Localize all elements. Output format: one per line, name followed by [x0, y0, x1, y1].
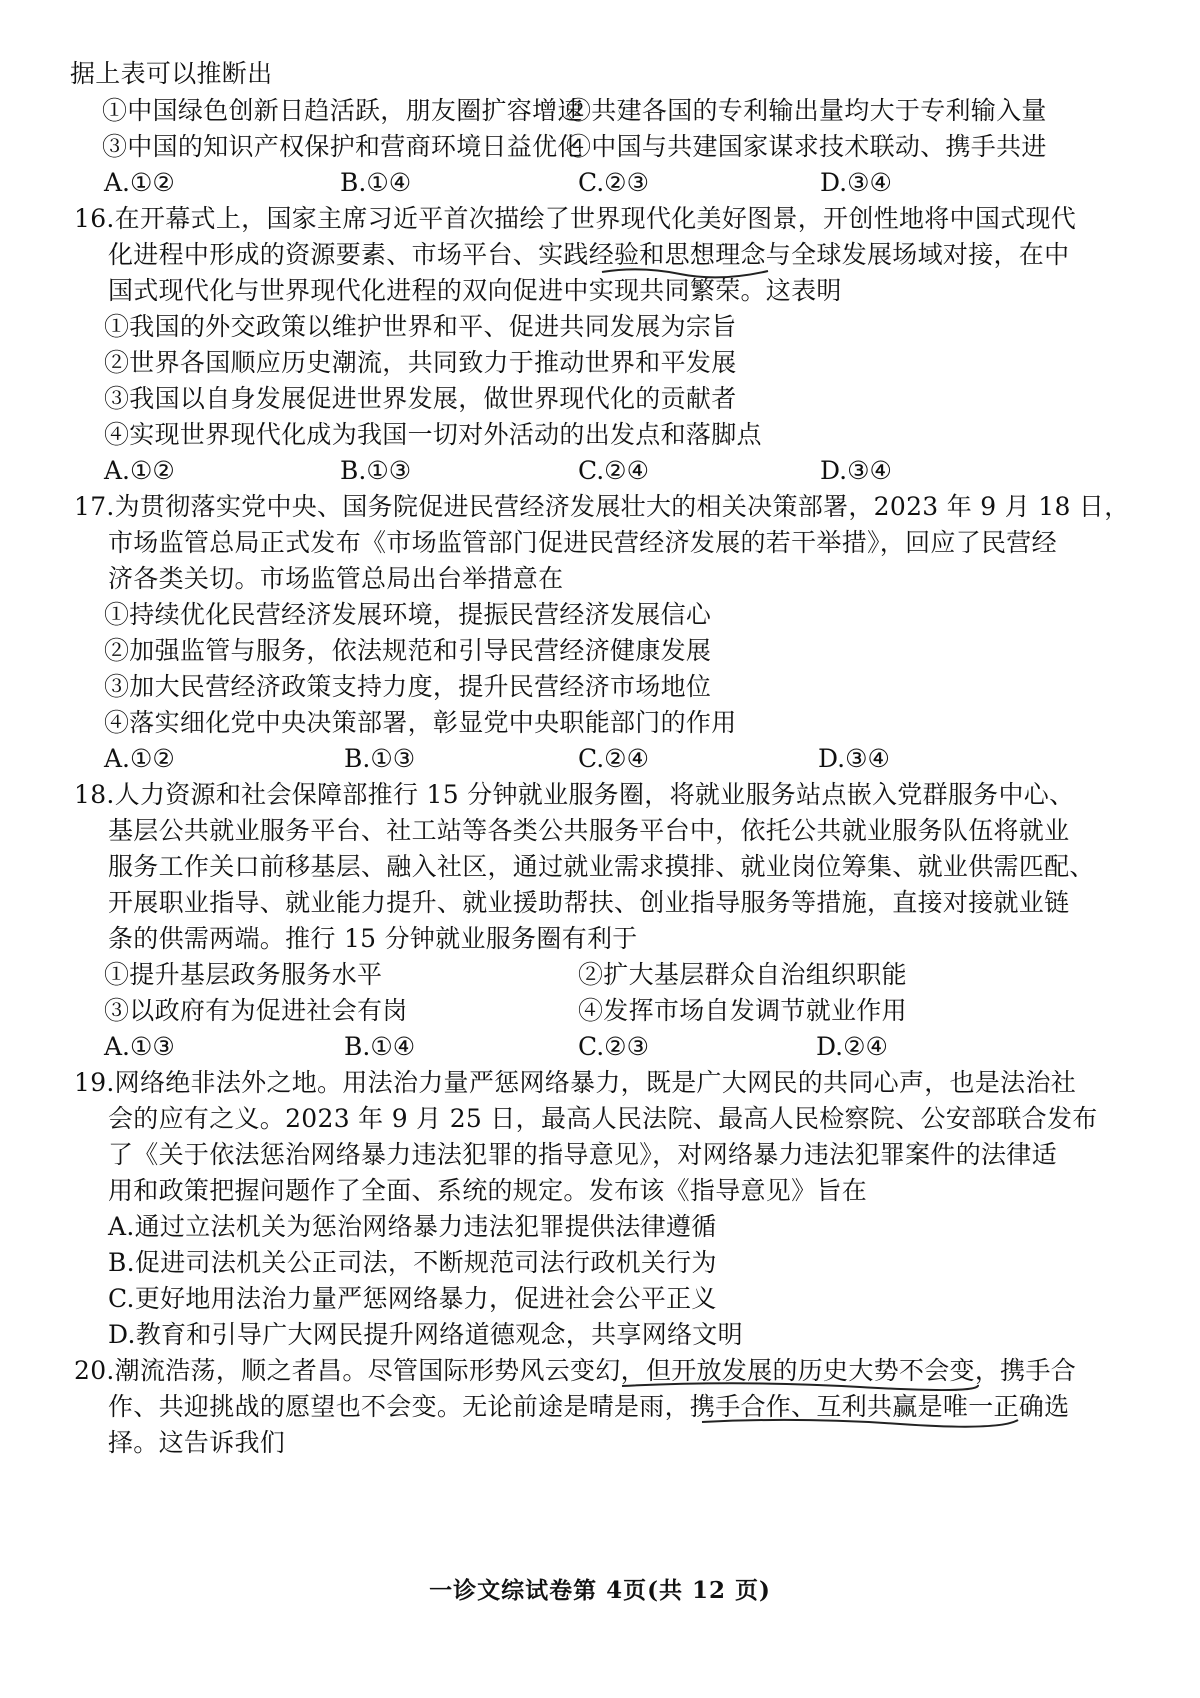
q18-stem-line-2: 基层公共就业服务平台、社工站等各类公共服务平台中，依托公共就业服务队伍将就业 — [108, 816, 1070, 845]
q15-stem-tail: 据上表可以推断出 — [70, 59, 273, 88]
q16-option-a: A.①② — [104, 456, 175, 485]
q18-option-d: D.②④ — [816, 1032, 888, 1061]
q20-stem-line-1: 20.潮流浩荡，顺之者昌。尽管国际形势风云变幻，但开放发展的历史大势不会变，携手合 — [74, 1356, 1077, 1385]
q19-choice-a: A.通过立法机关为惩治网络暴力违法犯罪提供法律遵循 — [108, 1212, 717, 1241]
q19-stem-line-1: 19.网络绝非法外之地。用法治力量严惩网络暴力，既是广大网民的共同心声，也是法治社 — [74, 1068, 1077, 1097]
q16-option-b: B.①③ — [340, 456, 412, 485]
q19-stem-line-2: 会的应有之义。2023 年 9 月 25 日，最高人民法院、最高人民检察院、公安部联合发布 — [108, 1104, 1098, 1133]
q18-item-1: ①提升基层政务服务水平 — [104, 960, 383, 989]
q16-stem-line-1: 16.在开幕式上，国家主席习近平首次描绘了世界现代化美好图景，开创性地将中国式现代 — [74, 204, 1077, 233]
q18-item-2: ②扩大基层群众自治组织职能 — [578, 960, 907, 989]
q16-stem-line-2: 化进程中形成的资源要素、市场平台、实践经验和思想理念与全球发展场域对接，在中 — [108, 240, 1070, 269]
q15-item-2: ②共建各国的专利输出量均大于专利输入量 — [566, 96, 1047, 125]
q17-option-d: D.③④ — [818, 744, 890, 773]
q19-choice-b: B.促进司法机关公正司法，不断规范司法行政机关行为 — [108, 1248, 717, 1277]
q16-item-2: ②世界各国顺应历史潮流，共同致力于推动世界和平发展 — [104, 348, 737, 377]
q18-item-3: ③以政府有为促进社会有岗 — [104, 996, 408, 1025]
q19-choice-c: C.更好地用法治力量严惩网络暴力，促进社会公平正义 — [108, 1284, 717, 1313]
q17-stem-line-1: 17.为贯彻落实党中央、国务院促进民营经济发展壮大的相关决策部署，2023 年 9 月 18 日， — [74, 492, 1130, 521]
q17-item-2: ②加强监管与服务，依法规范和引导民营经济健康发展 — [104, 636, 712, 665]
q17-stem-line-2: 市场监管总局正式发布《市场监管部门促进民营经济发展的若干举措》，回应了民营经 — [108, 528, 1057, 557]
q16-item-1: ①我国的外交政策以维护世界和平、促进共同发展为宗旨 — [104, 312, 737, 341]
q17-item-4: ④落实细化党中央决策部署，彰显党中央职能部门的作用 — [104, 708, 737, 737]
q15-option-c: C.②③ — [578, 168, 650, 197]
q18-stem-line-1: 18.人力资源和社会保障部推行 15 分钟就业服务圈，将就业服务站点嵌入党群服务中心、 — [74, 780, 1075, 809]
q20-stem-line-2: 作、共迎挑战的愿望也不会变。无论前途是晴是雨，携手合作、互利共赢是唯一正确选 — [108, 1392, 1070, 1421]
q20-stem-line-3: 择。这告诉我们 — [108, 1428, 286, 1457]
q15-item-3: ③中国的知识产权保护和营商环境日益优化 — [102, 132, 583, 161]
q18-option-b: B.①④ — [344, 1032, 416, 1061]
q17-item-1: ①持续优化民营经济发展环境，提振民营经济发展信心 — [104, 600, 712, 629]
q15-option-a: A.①② — [104, 168, 175, 197]
q18-option-c: C.②③ — [578, 1032, 650, 1061]
q17-item-3: ③加大民营经济政策支持力度，提升民营经济市场地位 — [104, 672, 712, 701]
q15-item-1: ①中国绿色创新日趋活跃，朋友圈扩容增速 — [102, 96, 583, 125]
q18-stem-line-4: 开展职业指导、就业能力提升、就业援助帮扶、创业指导服务等措施，直接对接就业链 — [108, 888, 1070, 917]
q16-item-3: ③我国以自身发展促进世界发展，做世界现代化的贡献者 — [104, 384, 737, 413]
q17-option-c: C.②④ — [578, 744, 650, 773]
q19-stem-line-3: 了《关于依法惩治网络暴力违法犯罪的指导意见》，对网络暴力违法犯罪案件的法律适 — [108, 1140, 1057, 1169]
q19-stem-line-4: 用和政策把握问题作了全面、系统的规定。发布该《指导意见》旨在 — [108, 1176, 868, 1205]
q15-option-b: B.①④ — [340, 168, 412, 197]
q15-item-4: ④中国与共建国家谋求技术联动、携手共进 — [566, 132, 1047, 161]
q18-item-4: ④发挥市场自发调节就业作用 — [578, 996, 907, 1025]
page-footer: 一诊文综试卷第 4页(共 12 页) — [429, 1577, 771, 1604]
q17-option-a: A.①② — [104, 744, 175, 773]
q17-stem-line-3: 济各类关切。市场监管总局出台举措意在 — [108, 564, 564, 593]
q16-item-4: ④实现世界现代化成为我国一切对外活动的出发点和落脚点 — [104, 420, 762, 449]
q16-option-c: C.②④ — [578, 456, 650, 485]
q18-stem-line-5: 条的供需两端。推行 15 分钟就业服务圈有利于 — [108, 924, 638, 953]
q18-option-a: A.①③ — [104, 1032, 175, 1061]
q17-option-b: B.①③ — [344, 744, 416, 773]
q16-stem-line-3: 国式现代化与世界现代化进程的双向促进中实现共同繁荣。这表明 — [108, 276, 842, 305]
q18-stem-line-3: 服务工作关口前移基层、融入社区，通过就业需求摸排、就业岗位筹集、就业供需匹配、 — [108, 852, 1095, 881]
q19-choice-d: D.教育和引导广大网民提升网络道德观念，共享网络文明 — [108, 1320, 743, 1349]
q16-option-d: D.③④ — [820, 456, 892, 485]
q15-option-d: D.③④ — [820, 168, 892, 197]
